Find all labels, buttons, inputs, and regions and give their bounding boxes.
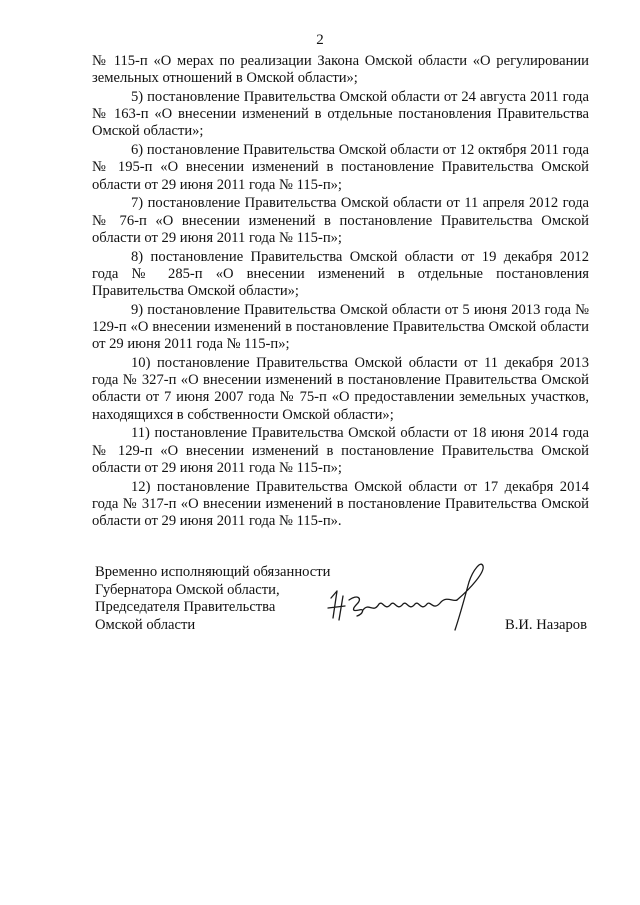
signer-name: В.И. Назаров bbox=[505, 617, 587, 633]
list-item-9: 9) постановление Правительства Омской области от 5 июня 2013 года № 129-п «О внесении изменений в постановление Правительства Омской области от 29 июня 2011 года № 115-п»; bbox=[92, 301, 589, 353]
document-body bbox=[92, 53, 589, 532]
handwritten-signature bbox=[323, 558, 493, 638]
list-item-6: 6) постановление Правительства Омской области от 12 октября 2011 года № 195-п «О внесении изменений в постановление Правительства Омской области от 29 июня 2011 года № 115-п»; bbox=[92, 142, 589, 193]
page-number: 2 bbox=[316, 32, 324, 48]
paragraph-continuation: № 115-п «О мерах по реализации Закона Омской области «О регулировании земельных отношений в Омской области»; bbox=[92, 53, 589, 87]
list-item-8: 8) постановление Правительства Омской области от 19 декабря 2012 года № 285-п «О внесении изменений в отдельные постановления Правительства Омской области»; bbox=[92, 248, 589, 300]
signature-stroke bbox=[349, 597, 363, 616]
list-item-5: 5) постановление Правительства Омской области от 24 августа 2011 года № 163-п «О внесении изменений в отдельные постановления Правительства Омской области»; bbox=[92, 89, 589, 140]
list-item-11: 11) постановление Правительства Омской области от 18 июня 2014 года № 129-п «О внесении изменений в постановление Правительства Омской области от 29 июня 2011 года № 115-п»; bbox=[92, 425, 589, 476]
list-item-10: 10) постановление Правительства Омской области от 11 декабря 2013 года № 327-п «О внесении изменений в постановление Правительства Омской области от 7 июня 2007 года № 75-п «О предоставлении земельных участков, находящихся в собственности Омской области»; bbox=[92, 355, 589, 423]
signature-stroke bbox=[455, 564, 483, 630]
signer-title-line-3: Председателя Правительства bbox=[95, 599, 276, 616]
list-item-7: 7) постановление Правительства Омской области от 11 апреля 2012 года № 76-п «О внесении изменений в постановление Правительства Омской области от 29 июня 2011 года № 115-п»; bbox=[92, 195, 589, 246]
signature-stroke bbox=[328, 591, 345, 620]
signature-stroke bbox=[363, 599, 457, 610]
signer-title-line-2: Губернатора Омской области, bbox=[95, 581, 280, 598]
list-item-12: 12) постановление Правительства Омской области от 17 декабря 2014 года № 317-п «О внесении изменений в постановление Правительства Омской области от 29 июня 2011 года № 115-п». bbox=[92, 478, 589, 530]
signer-title-line-4: Омской области bbox=[95, 616, 196, 633]
signer-title-line-1: Временно исполняющий обязанности bbox=[95, 564, 331, 580]
signature-strokes bbox=[328, 564, 483, 630]
